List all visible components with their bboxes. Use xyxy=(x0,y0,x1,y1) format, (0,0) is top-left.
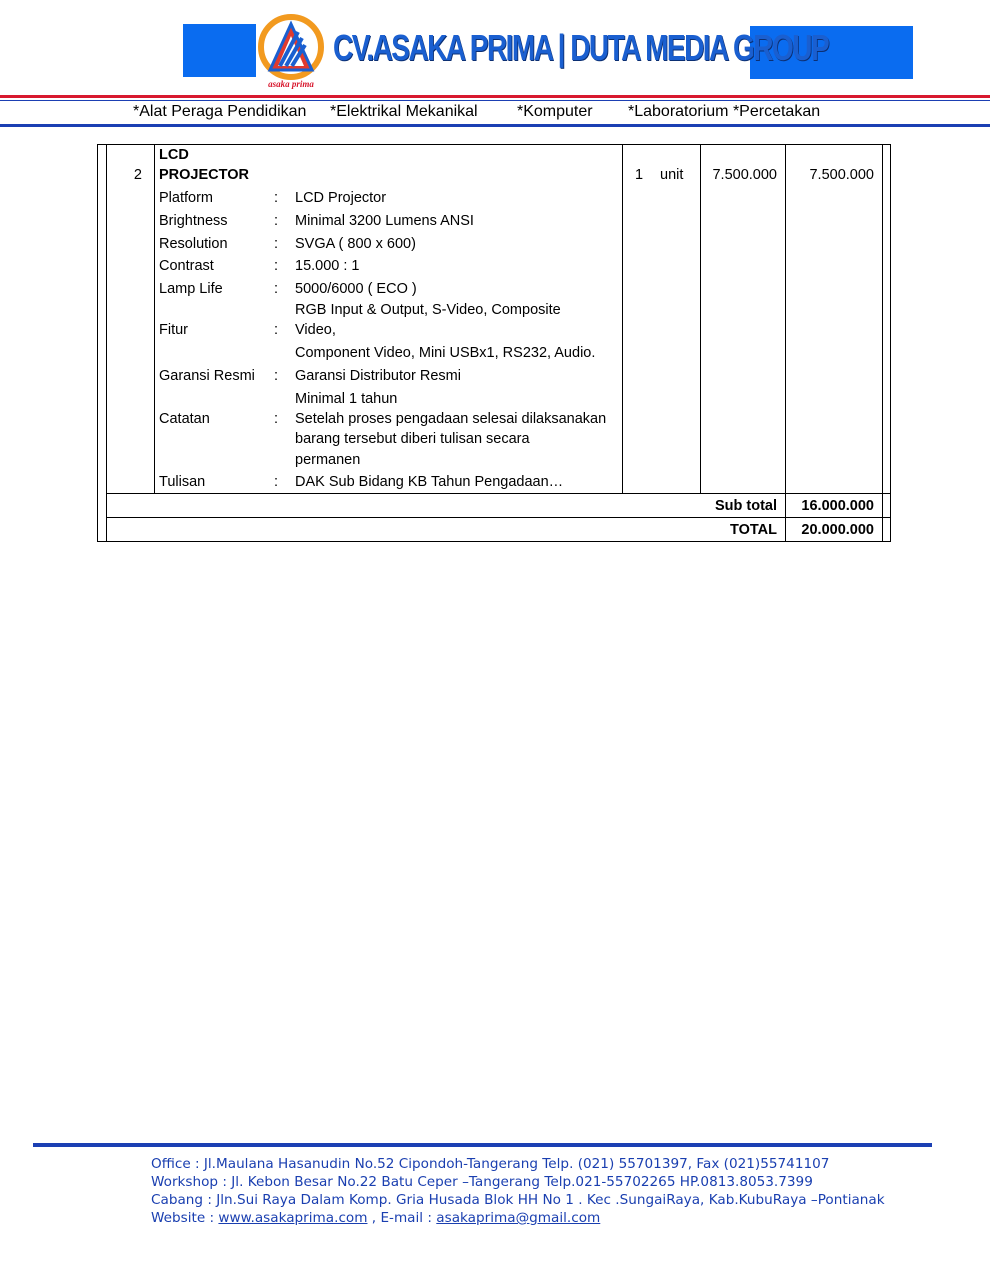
spec-value: LCD Projector xyxy=(295,190,387,206)
company-logo xyxy=(258,14,328,92)
spec-separator: : xyxy=(274,411,279,427)
table-border xyxy=(97,144,98,542)
item-name-line2: PROJECTOR xyxy=(159,167,249,183)
table-border xyxy=(890,144,891,542)
spec-separator: : xyxy=(274,258,279,274)
item-name-line1: LCD xyxy=(159,147,189,163)
table-border xyxy=(106,144,107,542)
spec-value: RGB Input & Output, S-Video, Composite xyxy=(295,302,561,318)
item-price: 7.500.000 xyxy=(712,167,777,183)
footer-workshop: Workshop : Jl. Kebon Besar No.22 Batu Ceper –Tangerang Telp.021-55702265 HP.0813.8053.7399 xyxy=(151,1174,813,1190)
total-value: 20.000.000 xyxy=(801,522,874,538)
spec-value: Video, xyxy=(295,322,336,338)
spec-separator: : xyxy=(274,236,279,252)
table-border xyxy=(106,517,891,518)
table-border xyxy=(154,144,155,494)
table-border xyxy=(106,493,891,494)
table-border xyxy=(785,144,786,542)
total-label: TOTAL xyxy=(730,522,777,538)
email-link[interactable]: asakaprima@gmail.com xyxy=(436,1210,601,1226)
logo-text: asaka prima xyxy=(268,79,314,89)
spec-value: 5000/6000 ( ECO ) xyxy=(295,281,417,297)
spec-separator: : xyxy=(274,213,279,229)
item-unit: unit xyxy=(660,167,684,183)
footer-divider xyxy=(33,1143,932,1147)
spec-label: Contrast xyxy=(159,258,214,274)
item-number: 2 xyxy=(133,167,142,183)
footer-office: Office : Jl.Maulana Hasanudin No.52 Cipondoh-Tangerang Telp. (021) 55701397, Fax (021)55741107 xyxy=(151,1156,830,1172)
service-item: *Komputer xyxy=(517,103,593,120)
spec-value: Minimal 1 tahun xyxy=(295,391,398,407)
header-blue-block-left xyxy=(183,24,256,77)
spec-separator: : xyxy=(274,368,279,384)
table-border xyxy=(97,541,891,542)
spec-separator: : xyxy=(274,281,279,297)
spec-separator: : xyxy=(274,474,279,490)
table-border xyxy=(700,144,701,494)
spec-value: Component Video, Mini USBx1, RS232, Audio. xyxy=(295,345,596,361)
item-qty: 1 xyxy=(635,167,644,183)
spec-label: Tulisan xyxy=(159,474,206,490)
spec-label: Platform xyxy=(159,190,213,206)
spec-value: DAK Sub Bidang KB Tahun Pengadaan… xyxy=(295,474,564,490)
table-border xyxy=(97,144,891,145)
spec-label: Fitur xyxy=(159,322,188,338)
footer-contact xyxy=(151,1210,600,1226)
website-link[interactable]: www.asakaprima.com xyxy=(218,1210,368,1226)
item-table xyxy=(97,144,891,542)
company-name: CV.ASAKA PRIMA | DUTA MEDIA GROUP xyxy=(333,27,829,68)
spec-value: Garansi Distributor Resmi xyxy=(295,368,461,384)
header-divider-blue-thin xyxy=(0,100,990,101)
email-label: , E-mail : xyxy=(367,1210,437,1226)
service-item: *Elektrikal Mekanikal xyxy=(330,103,478,120)
subtotal-value: 16.000.000 xyxy=(801,498,874,514)
subtotal-label: Sub total xyxy=(714,498,777,514)
header-divider-red xyxy=(0,95,990,98)
table-border xyxy=(622,144,623,494)
spec-value: Setelah proses pengadaan selesai dilaksanakan xyxy=(295,411,607,427)
footer-branch: Cabang : Jln.Sui Raya Dalam Komp. Gria Husada Blok HH No 1 . Kec .SungaiRaya, Kab.KubuRaya –Pontianak xyxy=(151,1192,885,1208)
spec-value: permanen xyxy=(295,452,361,468)
spec-value: 15.000 : 1 xyxy=(295,258,360,274)
spec-value: Minimal 3200 Lumens ANSI xyxy=(295,213,474,229)
spec-label: Brightness xyxy=(159,213,228,229)
spec-label: Lamp Life xyxy=(159,281,223,297)
service-item: *Alat Peraga Pendidikan xyxy=(133,103,307,120)
spec-separator: : xyxy=(274,190,279,206)
website-label: Website : xyxy=(151,1210,219,1226)
table-border xyxy=(882,144,883,542)
spec-value: barang tersebut diberi tulisan secara xyxy=(295,431,530,447)
service-item: *Laboratorium *Percetakan xyxy=(628,103,821,120)
spec-value: SVGA ( 800 x 600) xyxy=(295,236,416,252)
spec-label: Resolution xyxy=(159,236,228,252)
spec-label: Garansi Resmi xyxy=(159,368,255,384)
spec-separator: : xyxy=(274,322,279,338)
header-divider-blue xyxy=(0,124,990,127)
spec-label: Catatan xyxy=(159,411,210,427)
item-amount: 7.500.000 xyxy=(809,167,874,183)
